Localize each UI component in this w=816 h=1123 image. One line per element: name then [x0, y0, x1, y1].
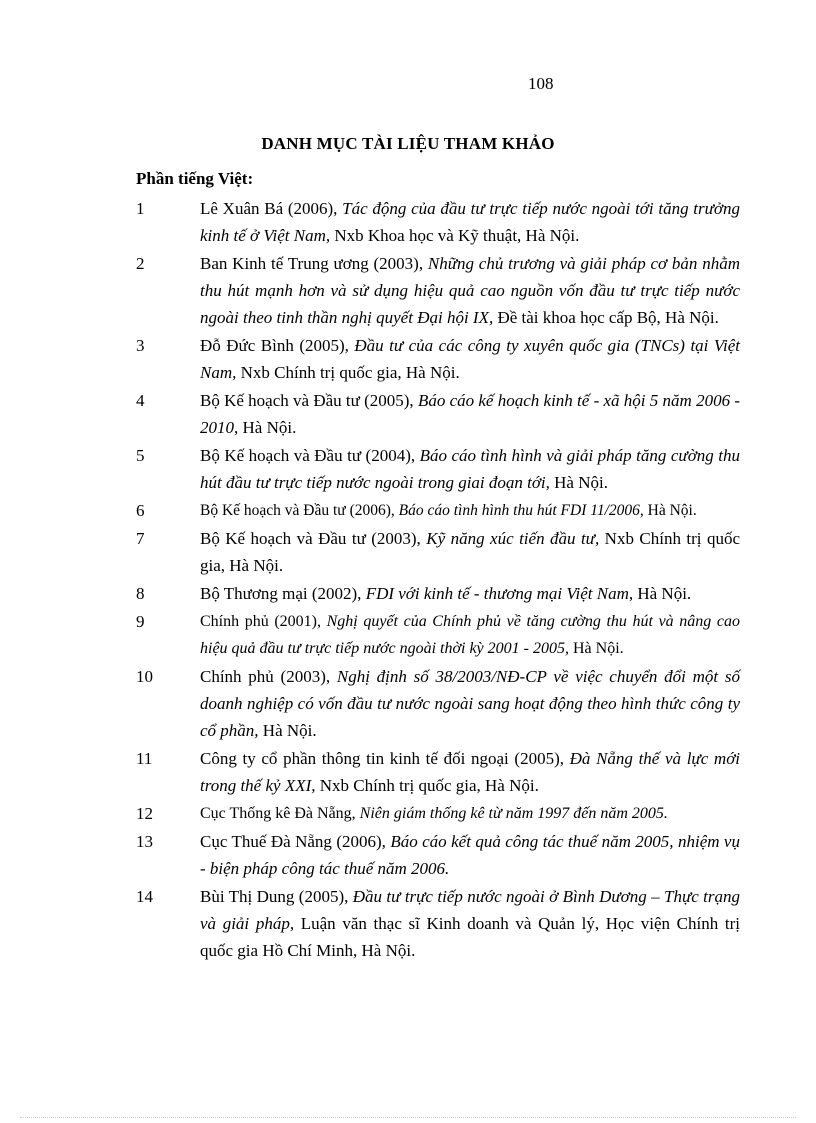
reference-item [136, 663, 740, 744]
reference-title: Nghị định số 38/2003/NĐ-CP về việc chuyển đổi một số doanh nghiệp có vốn đầu tư nước ngoài sang hoạt động theo hình thức công ty cổ phần, [200, 667, 740, 740]
reference-number: 12 [136, 804, 153, 823]
reference-number: 5 [136, 446, 145, 465]
reference-item [136, 195, 740, 249]
reference-item [136, 387, 740, 441]
reference-number: 13 [136, 832, 153, 851]
reference-author: Ban Kinh tế Trung ương (2003), [200, 254, 428, 273]
reference-number: 8 [136, 584, 145, 603]
reference-item [136, 800, 740, 827]
reference-number: 6 [136, 501, 145, 520]
reference-title: Đầu tư của các công ty xuyên quốc gia (TNCs) tại Việt Nam, [200, 336, 740, 382]
reference-publisher: Nxb Chính trị quốc gia, Hà Nội. [315, 776, 539, 795]
reference-publisher: Hà Nội. [643, 502, 697, 519]
page-bottom-rule [20, 1117, 796, 1118]
reference-author: Chính phủ (2001), [200, 613, 327, 630]
reference-title: Những chủ trương và giải pháp cơ bản nhằm thu hút mạnh hơn và sử dụng hiệu quả cao nguồn vốn đầu tư trực tiếp nước ngoài theo tinh thần nghị quyết Đại hội IX, [200, 254, 740, 327]
reference-number: 1 [136, 199, 145, 218]
reference-item [136, 828, 740, 882]
reference-item [136, 250, 740, 331]
reference-author: Cục Thống kê Đà Nẵng, [200, 805, 360, 822]
reference-number: 9 [136, 612, 145, 631]
reference-number: 3 [136, 336, 145, 355]
reference-title: Đầu tư trực tiếp nước ngoài ở Bình Dương – Thực trạng và giải pháp, [200, 887, 740, 933]
reference-author: Lê Xuân Bá (2006), [200, 199, 343, 218]
reference-author: Cục Thuế Đà Nẵng (2006), [200, 832, 391, 851]
reference-title: FDI với kinh tế - thương mại Việt Nam [365, 584, 629, 603]
reference-title: Báo cáo kết quả công tác thuế năm 2005, nhiệm vụ - biện pháp công tác thuế năm 2006. [200, 832, 740, 878]
reference-author: Bộ Kế hoạch và Đầu tư (2005), [200, 391, 418, 410]
reference-author: Đỗ Đức Bình (2005), [200, 336, 355, 355]
page-title: DANH MỤC TÀI LIỆU THAM KHẢO [261, 134, 555, 153]
reference-author: Chính phủ (2003), [200, 667, 337, 686]
reference-publisher: Nxb Chính trị quốc gia, Hà Nội. [236, 363, 460, 382]
reference-title: Đà Nẵng thế và lực mới trong thế kỷ XXI, [200, 749, 740, 795]
reference-author: Bộ Thương mại (2002), [200, 584, 366, 603]
reference-item [136, 525, 740, 579]
reference-author: Công ty cổ phần thông tin kinh tế đối ngoại (2005), [200, 749, 570, 768]
reference-title: Nghị quyết của Chính phủ về tăng cường thu hút và nâng cao hiệu quả đầu tư trực tiếp nước ngoài thời kỳ 2001 - 2005, [200, 613, 741, 657]
reference-item [136, 745, 740, 799]
reference-title: Báo cáo kế hoạch kinh tế - xã hội 5 năm 2006 - 2010, [200, 391, 740, 437]
reference-number: 4 [136, 391, 145, 410]
reference-list [136, 195, 740, 965]
reference-item [136, 497, 740, 524]
reference-item [136, 883, 740, 964]
reference-publisher: Hà Nội. [258, 721, 317, 740]
reference-item [136, 580, 740, 607]
reference-number: 10 [136, 667, 153, 686]
reference-number: 2 [136, 254, 145, 273]
reference-item [136, 442, 740, 496]
reference-title: Kỹ năng xúc tiến đầu tư, [426, 529, 600, 548]
reference-title: Niên giám thống kê từ năm 1997 đến năm 2005. [359, 805, 668, 822]
reference-publisher: Nxb Chính trị quốc gia, Hà Nội. [200, 529, 740, 575]
reference-number: 11 [136, 749, 153, 768]
reference-publisher: , Hà Nội. [628, 584, 692, 603]
reference-author: Bộ Kế hoạch và Đầu tư (2003), [200, 529, 427, 548]
section-heading: Phần tiếng Việt: [136, 169, 254, 188]
reference-number: 14 [136, 887, 153, 906]
page-number: 108 [528, 74, 554, 93]
reference-title: Báo cáo tình hình và giải pháp tăng cường thu hút đầu tư trực tiếp nước ngoài trong giai đoạn tới, [200, 446, 740, 492]
reference-publisher: Đề tài khoa học cấp Bộ, Hà Nội. [493, 308, 719, 327]
reference-publisher: Hà Nội. [568, 640, 624, 657]
reference-number: 7 [136, 529, 145, 548]
reference-author: Bộ Kế hoạch và Đầu tư (2006), [200, 502, 399, 519]
reference-author: Bùi Thị Dung (2005), [200, 887, 353, 906]
reference-author: Bộ Kế hoạch và Đầu tư (2004), [200, 446, 420, 465]
reference-publisher: Hà Nội. [549, 473, 608, 492]
reference-item [136, 332, 740, 386]
reference-publisher: Nxb Khoa học và Kỹ thuật, Hà Nội. [330, 226, 580, 245]
reference-publisher: Hà Nội. [238, 418, 297, 437]
reference-title: Tác động của đầu tư trực tiếp nước ngoài tới tăng trưởng kinh tế ở Việt Nam, [200, 199, 740, 245]
reference-title: Báo cáo tình hình thu hút FDI 11/2006, [398, 502, 644, 519]
reference-item [136, 608, 740, 662]
reference-publisher: Luận văn thạc sĩ Kinh doanh và Quản lý, Học viện Chính trị quốc gia Hồ Chí Minh, Hà Nội. [200, 914, 740, 960]
